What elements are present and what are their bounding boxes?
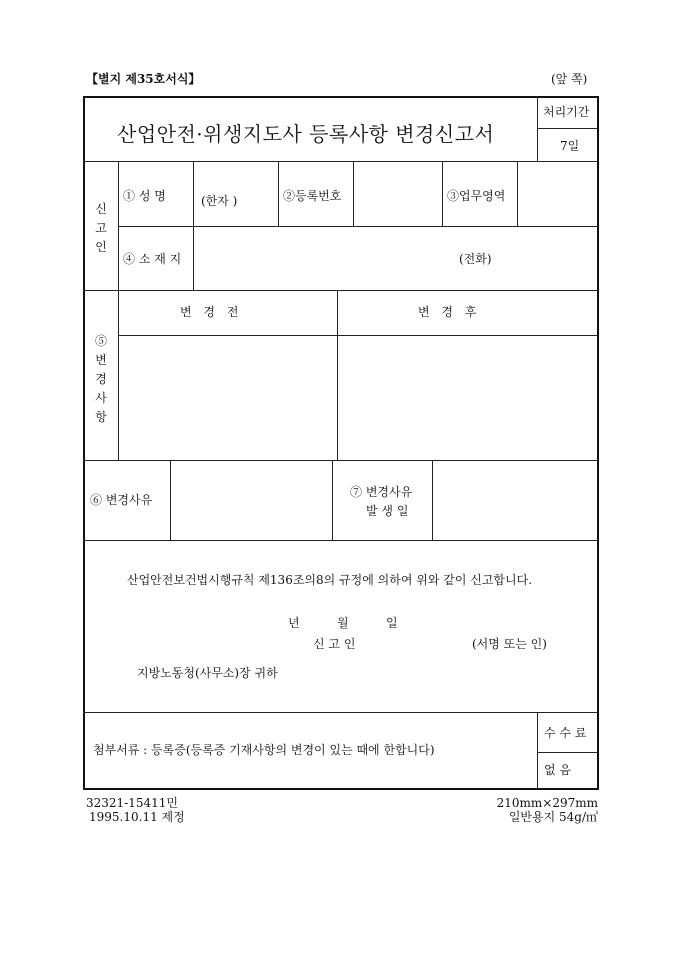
after-label: 변 경 후	[418, 305, 477, 319]
before-field[interactable]	[119, 336, 336, 459]
signer-label: 신 고 인	[313, 637, 356, 651]
date-day: 일	[386, 616, 398, 630]
after-field[interactable]	[338, 336, 596, 459]
changes-section-label: ⑤ 변 경 사 항	[94, 334, 107, 424]
form-number: 【별지 제35호서식】	[86, 72, 201, 86]
declaration-statement: 산업안전보건법시행규칙 제136조의8의 규정에 의하여 위와 같이 신고합니다.	[127, 573, 533, 587]
name-label: ① 성 명	[123, 189, 166, 203]
occurrence-date-label-2: 발 생 일	[366, 504, 409, 518]
footer-paper-type: 일반용지 54g/㎡	[508, 810, 598, 824]
registration-no-field[interactable]	[354, 162, 442, 225]
reason-field[interactable]	[171, 461, 331, 539]
processing-period-value: 7일	[560, 139, 580, 153]
registration-no-label: ②등록번호	[283, 189, 342, 203]
attachments-text: 첨부서류 : 등록증(등록증 기재사항의 변경이 있는 때에 한합니다)	[93, 743, 435, 757]
fee-value: 없 음	[544, 763, 571, 777]
business-area-field[interactable]	[518, 162, 596, 225]
before-label: 변 경 전	[180, 305, 239, 319]
recipient: 지방노동청(사무소)장 귀하	[137, 666, 278, 680]
business-area-label: ③업무영역	[447, 189, 506, 203]
sign-or-seal: (서명 또는 인)	[472, 637, 547, 651]
footer-code: 32321-15411민	[86, 796, 178, 810]
page-side: (앞 쪽)	[551, 72, 588, 86]
footer-paper-size: 210mm×297mm	[496, 796, 598, 810]
location-label: ④ 소 재 지	[123, 252, 182, 266]
footer-established: 1995.10.11 제정	[89, 810, 185, 824]
fee-label: 수 수 료	[544, 726, 587, 740]
date-month: 월	[337, 616, 349, 630]
reason-label: ⑥ 변경사유	[90, 493, 153, 507]
occurrence-date-label-1: ⑦ 변경사유	[350, 485, 413, 499]
processing-period-label: 처리기간	[543, 105, 590, 119]
form-title: 산업안전·위생지도사 등록사항 변경신고서	[117, 122, 495, 146]
reporter-section-label: 신 고 인	[95, 202, 107, 254]
hanja-field[interactable]: (한자 )	[201, 194, 238, 208]
phone-label: (전화)	[459, 252, 492, 266]
location-field[interactable]	[194, 227, 596, 289]
date-year: 년	[288, 616, 300, 630]
occurrence-date-field[interactable]	[433, 461, 596, 539]
